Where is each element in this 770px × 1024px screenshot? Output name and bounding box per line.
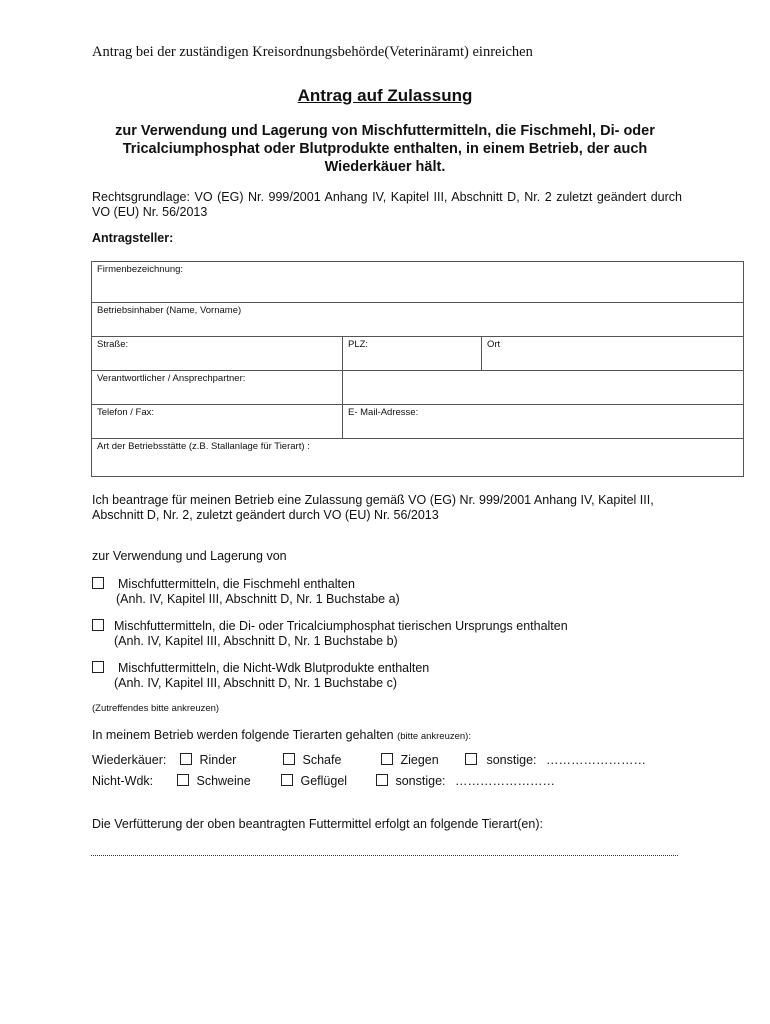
poultry-label: Geflügel: [300, 774, 348, 788]
option-fishmeal-label: Mischfuttermitteln, die Fischmehl enthalten: [118, 577, 355, 591]
checkbox-phosphate[interactable]: [92, 619, 104, 631]
option-fishmeal-ref: (Anh. IV, Kapitel III, Abschnitt D, Nr. 1 Buchstabe a): [116, 592, 400, 606]
option-phosphate-label: Mischfuttermitteln, die Di- oder Tricalciumphosphat tierischen Ursprungs enthalten: [114, 619, 568, 633]
checkbox-non-ruminant-other[interactable]: [376, 774, 388, 786]
contact-value-field[interactable]: [343, 371, 744, 405]
animals-text: In meinem Betrieb werden folgende Tierarten gehalten: [92, 728, 394, 742]
non-ruminant-pigs: [177, 774, 251, 788]
feeding-text: Die Verfütterung der oben beantragten Futtermittel erfolgt an folgende Tierart(en):: [92, 817, 543, 831]
contact-field[interactable]: [92, 371, 343, 405]
checkbox-poultry[interactable]: [281, 774, 293, 786]
cattle-label: Rinder: [199, 753, 237, 767]
option-phosphate: [92, 619, 568, 648]
checkbox-blood[interactable]: [92, 661, 104, 673]
option-phosphate-ref: (Anh. IV, Kapitel III, Abschnitt D, Nr. 1 Buchstabe b): [114, 634, 398, 648]
non-ruminants-label: Nicht-Wdk:: [92, 774, 154, 788]
zip-field[interactable]: [343, 337, 482, 371]
checkbox-goats[interactable]: [381, 753, 393, 765]
ruminants-label: Wiederkäuer:: [92, 753, 167, 767]
request-text: Ich beantrage für meinen Betrieb eine Zulassung gemäß VO (EG) Nr. 999/2001 Anhang IV, Kapitel III, Abschnitt D, Nr. 2, zuletzt geändert durch VO (EU) Nr. 56/2013: [92, 493, 654, 522]
legal-basis: Rechtsgrundlage: VO (EG) Nr. 999/2001 Anhang IV, Kapitel III, Abschnitt D, Nr. 2 zuletzt geändert durch VO (EU) Nr. 56/2013: [92, 190, 682, 219]
non-ruminant-other-label: sonstige:: [395, 774, 446, 788]
ruminant-goats: [381, 753, 439, 767]
ruminant-sheep: [283, 753, 341, 767]
contact-label: Verantwortlicher / Ansprechpartner:: [97, 373, 246, 384]
non-ruminant-poultry: [281, 774, 347, 788]
document-header: Antrag bei der zuständigen Kreisordnungsbehörde(Veterinäramt) einreichen: [92, 44, 533, 60]
non-ruminant-other: [376, 774, 555, 788]
city-field[interactable]: [482, 337, 744, 371]
checkbox-ruminant-other[interactable]: [465, 753, 477, 765]
ruminant-other-label: sonstige:: [486, 753, 537, 767]
zip-label: PLZ:: [348, 339, 369, 350]
sheep-label: Schafe: [302, 753, 342, 767]
ruminant-cattle: [180, 753, 236, 767]
applicant-form-table: [91, 261, 744, 477]
option-blood-label: Mischfuttermitteln, die Nicht-Wdk Blutprodukte enthalten: [118, 661, 430, 675]
email-label: E- Mail-Adresse:: [348, 407, 419, 418]
option-fishmeal: [92, 577, 400, 606]
owner-label: Betriebsinhaber (Name, Vorname): [97, 305, 242, 316]
checkbox-sheep[interactable]: [283, 753, 295, 765]
option-blood-ref: (Anh. IV, Kapitel III, Abschnitt D, Nr. 1 Buchstabe c): [114, 676, 398, 690]
phone-label: Telefon / Fax:: [97, 407, 155, 418]
usage-heading: zur Verwendung und Lagerung von: [92, 549, 287, 563]
applicant-heading: Antragsteller:: [92, 231, 174, 245]
facility-type-label: Art der Betriebsstätte (z.B. Stallanlage für Tierart) :: [97, 441, 310, 452]
checkbox-fishmeal[interactable]: [92, 577, 104, 589]
phone-field[interactable]: [92, 405, 343, 439]
feeding-answer-line[interactable]: [91, 855, 678, 856]
pigs-label: Schweine: [196, 774, 251, 788]
company-label: Firmenbezeichnung:: [97, 264, 184, 275]
checkbox-cattle[interactable]: [180, 753, 192, 765]
street-label: Straße:: [97, 339, 129, 350]
animals-intro: [92, 728, 471, 744]
email-field[interactable]: [343, 405, 744, 439]
option-blood: [92, 661, 430, 690]
city-label: Ort: [487, 339, 501, 350]
non-ruminant-other-input[interactable]: ……………………: [455, 774, 555, 788]
owner-field[interactable]: [92, 303, 744, 337]
ruminant-other: [465, 753, 646, 767]
goats-label: Ziegen: [400, 753, 439, 767]
street-field[interactable]: [92, 337, 343, 371]
facility-type-field[interactable]: [92, 439, 744, 477]
ruminant-other-input[interactable]: ……………………: [546, 753, 646, 767]
page-title: Antrag auf Zulassung: [297, 86, 473, 105]
checkbox-pigs[interactable]: [177, 774, 189, 786]
animals-hint: (bitte ankreuzen):: [397, 731, 471, 742]
page-subtitle: zur Verwendung und Lagerung von Mischfuttermitteln, die Fischmehl, Di- oder Tricalciumphosphat oder Blutprodukte enthalten, in einem Betrieb, der auch Wiederkäuer hält.: [115, 123, 655, 175]
check-note: (Zutreffendes bitte ankreuzen): [92, 703, 220, 714]
company-field[interactable]: [92, 262, 744, 303]
